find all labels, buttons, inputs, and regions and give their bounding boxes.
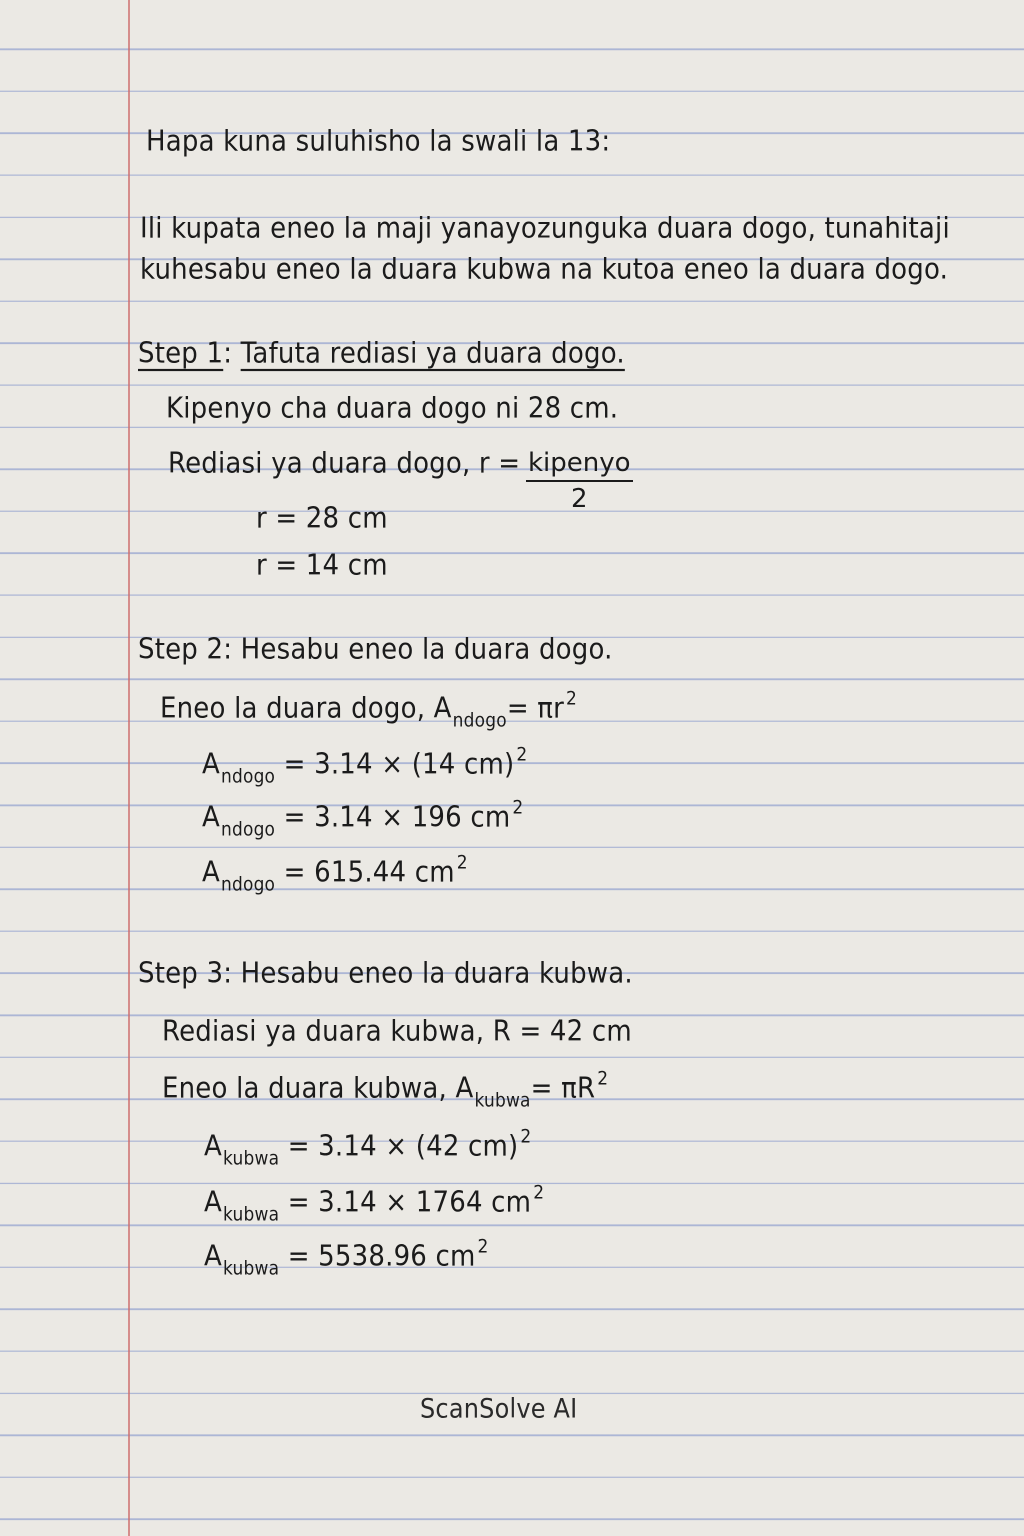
equation-rhs: = 615.44 cm	[283, 856, 455, 890]
step3-definition	[162, 1068, 608, 1112]
step3-equation-1	[204, 1126, 531, 1170]
step2-heading: Step 2: Hesabu eneo la duara dogo.	[138, 633, 613, 666]
equation-rhs: = 3.14 × 196 cm	[283, 801, 511, 835]
radius-fraction	[526, 448, 633, 514]
subscript-ndogo: ndogo	[221, 766, 276, 788]
subscript-ndogo: ndogo	[221, 819, 276, 841]
equation-rhs: = 5538.96 cm	[287, 1240, 476, 1274]
step3-line-1: Rediasi ya duara kubwa, R = 42 cm	[162, 1015, 632, 1048]
step2-equation-2	[202, 797, 523, 841]
margin-line	[128, 0, 130, 1536]
step2-def-text: Eneo la duara dogo, A	[160, 692, 452, 726]
subscript-ndogo: ndogo	[452, 710, 507, 732]
step2-definition	[160, 688, 577, 732]
equation-rhs: = 3.14 × (42 cm)	[287, 1130, 519, 1164]
subscript-kubwa: kubwa	[223, 1148, 280, 1170]
fraction-denominator: 2	[571, 484, 588, 514]
step1-title: Tafuta rediasi ya duara dogo.	[240, 337, 625, 370]
superscript-2: 2	[520, 1126, 532, 1148]
subscript-kubwa: kubwa	[223, 1258, 280, 1280]
footer-watermark: ScanSolve AI	[420, 1393, 578, 1424]
step3-equation-2	[204, 1182, 544, 1226]
superscript-2: 2	[477, 1236, 489, 1258]
superscript-2: 2	[533, 1182, 545, 1204]
paragraph-line-1: Ili kupata eneo la maji yanayozunguka duara dogo, tunahitaji	[140, 212, 950, 245]
superscript-2: 2	[512, 797, 524, 819]
step3-equation-3	[204, 1236, 489, 1280]
step2-equation-3	[202, 852, 468, 896]
superscript-2: 2	[566, 688, 578, 710]
area-symbol: A	[204, 1130, 222, 1164]
area-symbol: A	[204, 1186, 222, 1220]
fraction-numerator: kipenyo	[526, 448, 633, 482]
step1-line-1: Kipenyo cha duara dogo ni 28 cm.	[166, 392, 619, 425]
area-symbol: A	[202, 748, 220, 782]
equation-rhs: = 3.14 × (14 cm)	[283, 748, 515, 782]
area-symbol: A	[204, 1240, 222, 1274]
step1-label: Step 1	[138, 337, 224, 370]
superscript-2: 2	[516, 744, 528, 766]
step1-line-3: r = 28 cm	[256, 502, 388, 535]
intro-line: Hapa kuna suluhisho la swali la 13:	[146, 125, 611, 158]
area-symbol: A	[202, 801, 220, 835]
step2-def-formula: = πr	[506, 692, 565, 726]
step3-def-text: Eneo la duara kubwa, A	[162, 1072, 474, 1106]
area-symbol: A	[202, 856, 220, 890]
subscript-kubwa: kubwa	[474, 1090, 531, 1112]
subscript-kubwa: kubwa	[223, 1204, 280, 1226]
superscript-2: 2	[456, 852, 468, 874]
paragraph-line-2: kuhesabu eneo la duara kubwa na kutoa eneo la duara dogo.	[140, 253, 949, 286]
step1-line-2: Rediasi ya duara dogo, r =	[168, 447, 521, 480]
step1-line-4: r = 14 cm	[256, 549, 388, 582]
step3-def-formula: = πR	[530, 1072, 596, 1106]
equation-rhs: = 3.14 × 1764 cm	[287, 1186, 532, 1220]
step1-heading: Step 1: Tafuta rediasi ya duara dogo.	[138, 337, 625, 370]
step2-equation-1	[202, 744, 527, 788]
subscript-ndogo: ndogo	[221, 874, 276, 896]
superscript-2: 2	[597, 1068, 609, 1090]
step3-heading: Step 3: Hesabu eneo la duara kubwa.	[138, 957, 633, 990]
